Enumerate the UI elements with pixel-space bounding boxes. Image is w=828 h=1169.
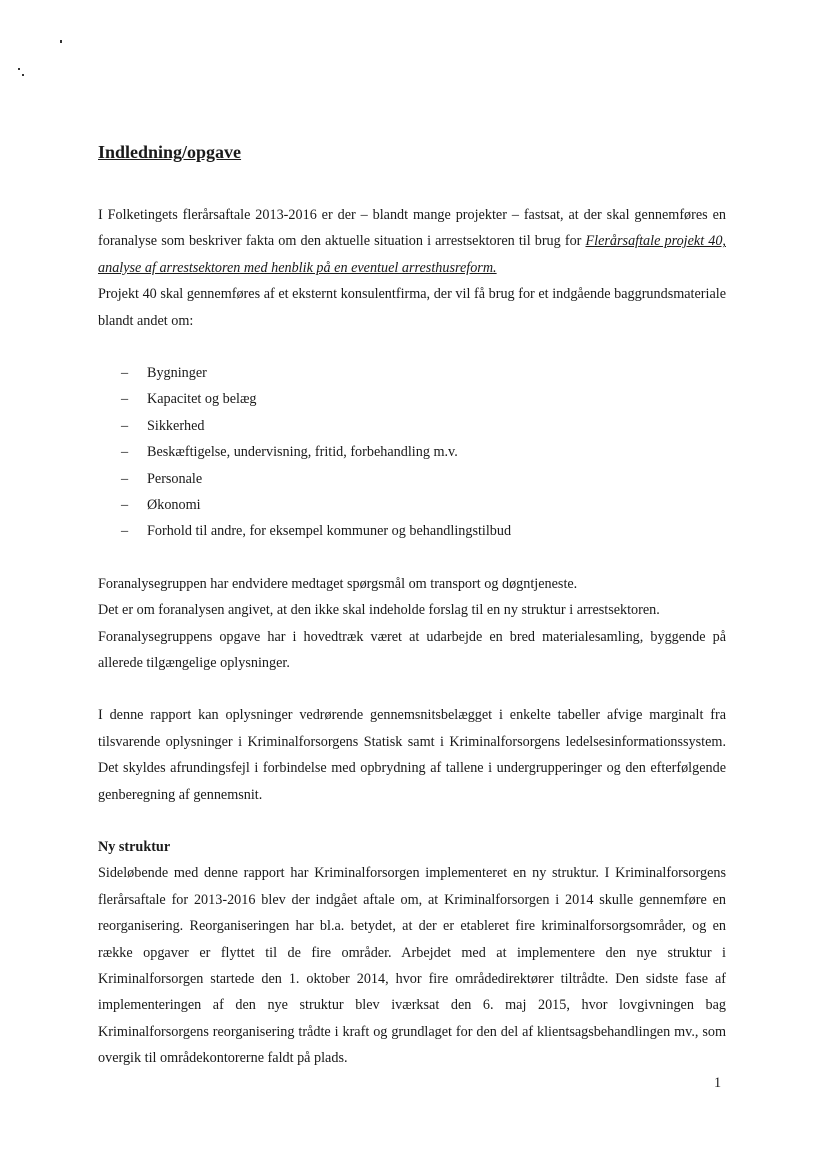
spacer bbox=[98, 334, 726, 360]
document-page bbox=[98, 140, 726, 1072]
scope-paragraph bbox=[98, 571, 726, 677]
list-item: – Økonomi bbox=[98, 492, 726, 518]
section-heading: Indledning/opgave bbox=[98, 142, 242, 162]
list-item: – Bygninger bbox=[98, 360, 726, 386]
list-item: – Kapacitet og belæg bbox=[98, 386, 726, 412]
subsection-heading: Ny struktur bbox=[98, 839, 171, 856]
scan-speck bbox=[60, 40, 62, 43]
list-item: – Personale bbox=[98, 466, 726, 492]
list-item: – Sikkerhed bbox=[98, 413, 726, 439]
rounding-paragraph: I denne rapport kan oplysninger vedrørende gennemsnitsbelægget i enkelte tabeller afvige marginalt fra tilsvarende oplysninger i Kriminalforsorgens Statisk samt i Kriminalforsorgens ledelsesinformationssystem. Det skyldes afrundingsfejl i forbindelse med opbrydning af tallene i undergrupperinger og den efterfølgende genberegning af gennemsnit. bbox=[98, 707, 726, 803]
scan-speck bbox=[18, 68, 20, 70]
scope-line-2: Det er om foranalysen angivet, at den ikke skal indeholde forslag til en ny struktur i arrestsektoren. bbox=[98, 602, 660, 619]
structure-paragraph: Sideløbende med denne rapport har Kriminalforsorgen implementeret en ny struktur. I Kriminalforsorgens flerårsaftale for 2013-2016 blev der indgået aftale om, at Kriminalforsorgen i 2014 skulle gennemføre en reorganisering. Reorganiseringen har bl.a. betydet, at der er etableret fire kriminalforsorgsområder, og en række opgaver er flyttet til de fire områder. Arbejdet med at implementere den nye struktur i Kriminalforsorgen startede den 1. oktober 2014, hvor fire områdedirektører tiltrådte. Den sidste fase af implementeringen af den nye struktur blev iværksat den 6. maj 2015, hvor lovgivningen bag Kriminalforsorgens reorganisering trådte i kraft og grundlaget for den del af klientsagsbehandlingen mv., som overgik til områdekontorerne faldt på plads. bbox=[98, 865, 726, 1067]
scan-speck bbox=[22, 74, 24, 76]
topic-list bbox=[98, 360, 726, 545]
list-item: – Forhold til andre, for eksempel kommuner og behandlingstilbud bbox=[98, 518, 726, 544]
scope-line-1: Foranalysegruppen har endvidere medtaget spørgsmål om transport og døgntjeneste. bbox=[98, 575, 578, 592]
scope-line-3: Foranalysegruppens opgave har i hovedtræk været at udarbejde en bred materialesamling, byggende på allerede tilgængelige oplysninger. bbox=[98, 628, 726, 671]
intro-paragraph bbox=[98, 202, 726, 334]
project-link[interactable]: Flerårsaftale projekt 40, analyse af arrestsektoren med henblik på en eventuel arresthusreform. bbox=[98, 233, 726, 276]
spacer bbox=[98, 676, 726, 702]
spacer bbox=[98, 808, 726, 834]
list-item: – Beskæftigelse, undervisning, fritid, forbehandling m.v. bbox=[98, 439, 726, 465]
intro-text: I Folketingets flerårsaftale 2013-2016 er der – blandt mange projekter – fastsat, at der skal gennemføres en foranalyse som beskriver fakta om den aktuelle situation i arrestsektoren til brug for bbox=[98, 207, 726, 250]
page-number: 1 bbox=[714, 1075, 722, 1091]
spacer bbox=[98, 545, 726, 571]
intro-continuation: Projekt 40 skal gennemføres af et eksternt konsulentfirma, der vil få brug for et indgående baggrundsmateriale blandt andet om: bbox=[98, 286, 726, 329]
